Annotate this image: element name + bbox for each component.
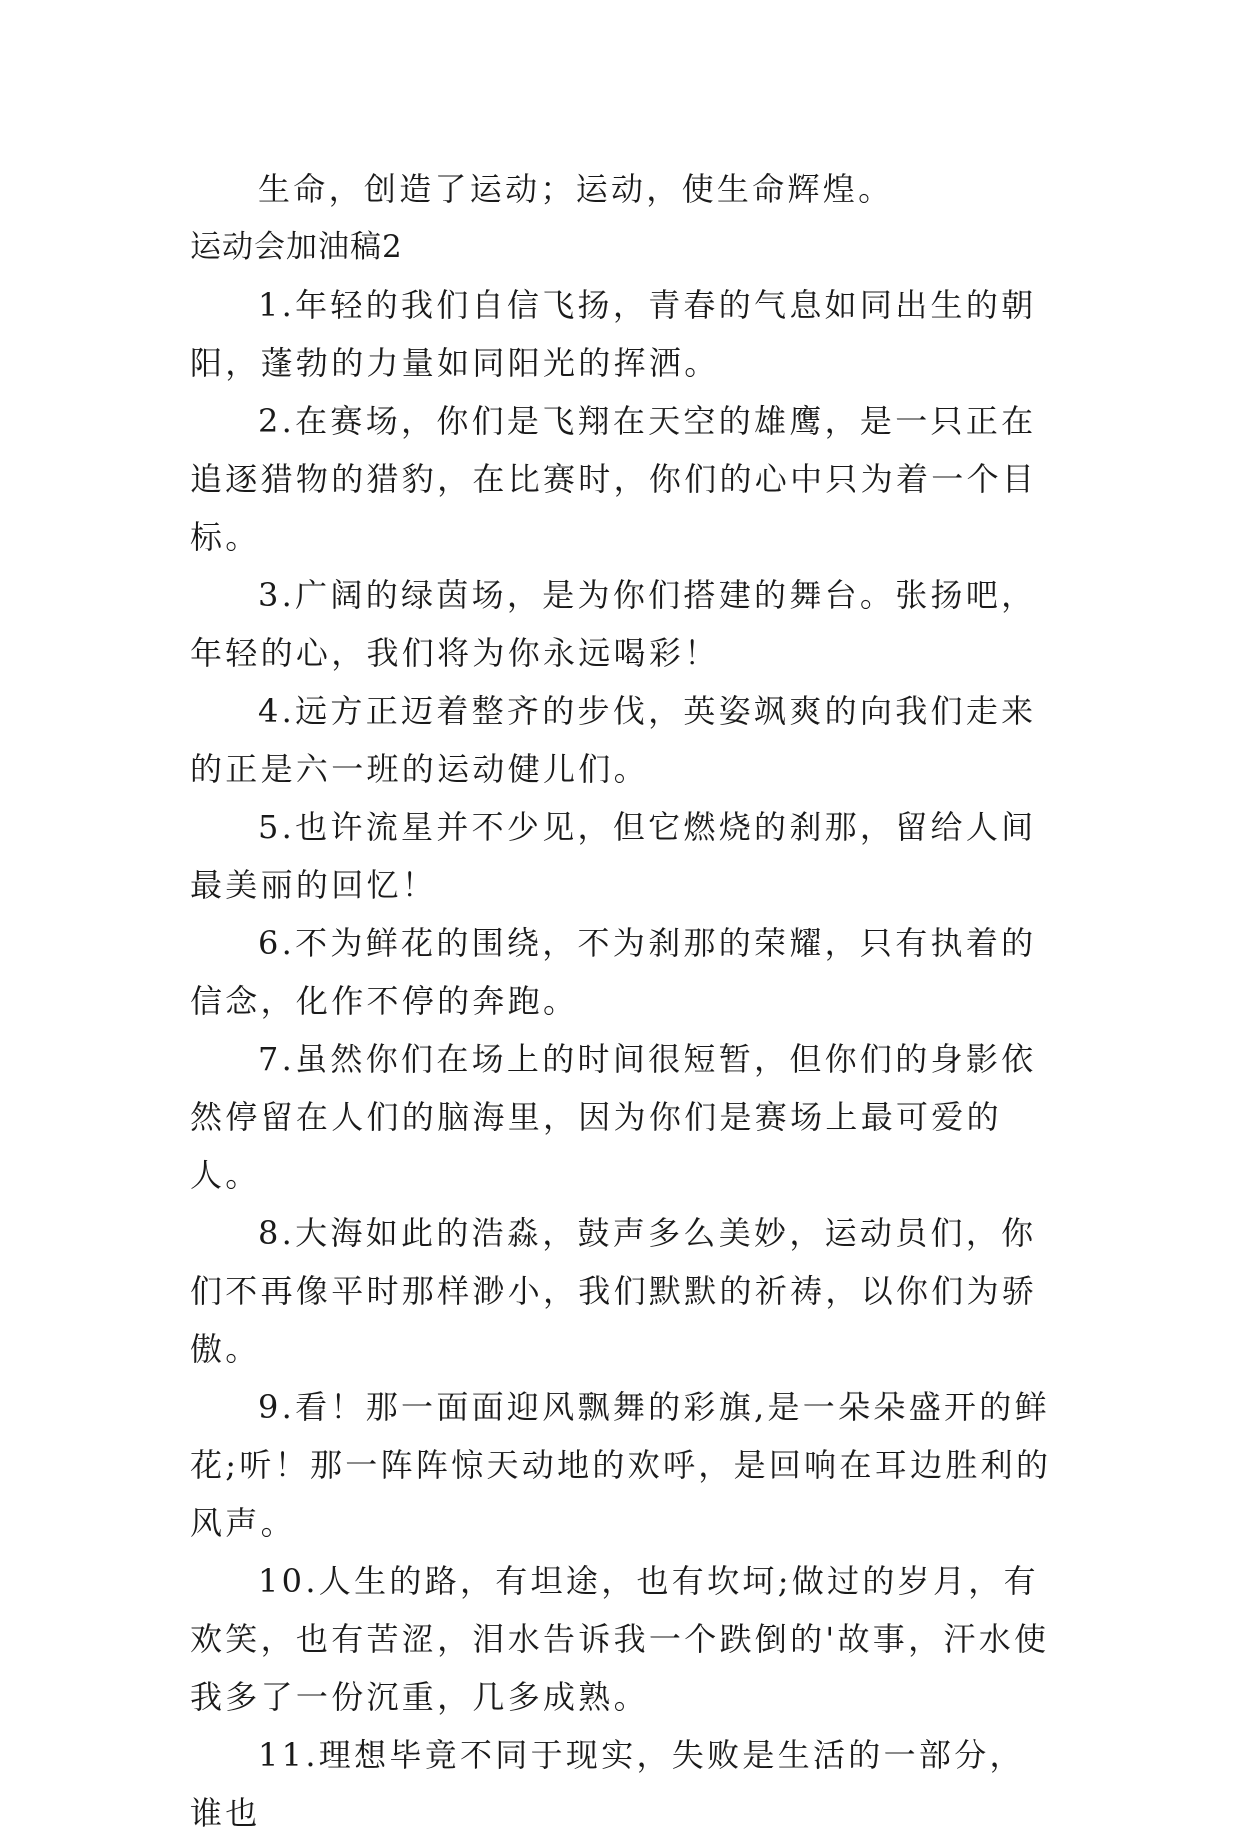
paragraph-1: 1.年轻的我们自信飞扬，青春的气息如同出生的朝阳，蓬勃的力量如同阳光的挥洒。	[190, 286, 1037, 382]
paragraph-5: 5.也许流星并不少见，但它燃烧的刹那，留给人间最美丽的回忆！	[190, 808, 1037, 904]
paragraph-3: 3.广阔的绿茵场，是为你们搭建的舞台。张扬吧，年轻的心，我们将为你永远喝彩！	[190, 576, 1037, 672]
paragraph-6: 6.不为鲜花的围绕，不为刹那的荣耀，只有执着的信念，化作不停的奔跑。	[190, 924, 1037, 1020]
intro-line: 生命，创造了运动；运动，使生命辉煌。	[258, 170, 894, 208]
section-title: 运动会加油稿2	[190, 229, 403, 265]
paragraph-2: 2.在赛场，你们是飞翔在天空的雄鹰，是一只正在追逐猎物的猎豹，在比赛时，你们的心中只为着一个目标。	[190, 402, 1038, 556]
paragraph-11: 11.理想毕竟不同于现实，失败是生活的一部分，谁也	[190, 1736, 1025, 1832]
paragraph-10: 10.人生的路，有坦途，也有坎坷;做过的岁月，有欢笑，也有苦涩，泪水告诉我一个跌倒的'故事，汗水使我多了一份沉重，几多成熟。	[190, 1562, 1050, 1716]
document-body	[190, 160, 1058, 1842]
paragraph-4: 4.远方正迈着整齐的步伐，英姿飒爽的向我们走来的正是六一班的运动健儿们。	[190, 692, 1037, 788]
paragraph-7: 7.虽然你们在场上的时间很短暂，但你们的身影依然停留在人们的脑海里，因为你们是赛场上最可爱的人。	[190, 1040, 1037, 1194]
paragraph-9: 9.看！那一面面迎风飘舞的彩旗,是一朵朵盛开的鲜花;听！那一阵阵惊天动地的欢呼，是回响在耳边胜利的风声。	[190, 1388, 1052, 1542]
paragraph-8: 8.大海如此的浩淼，鼓声多么美妙，运动员们，你们不再像平时那样渺小，我们默默的祈祷，以你们为骄傲。	[190, 1214, 1038, 1368]
